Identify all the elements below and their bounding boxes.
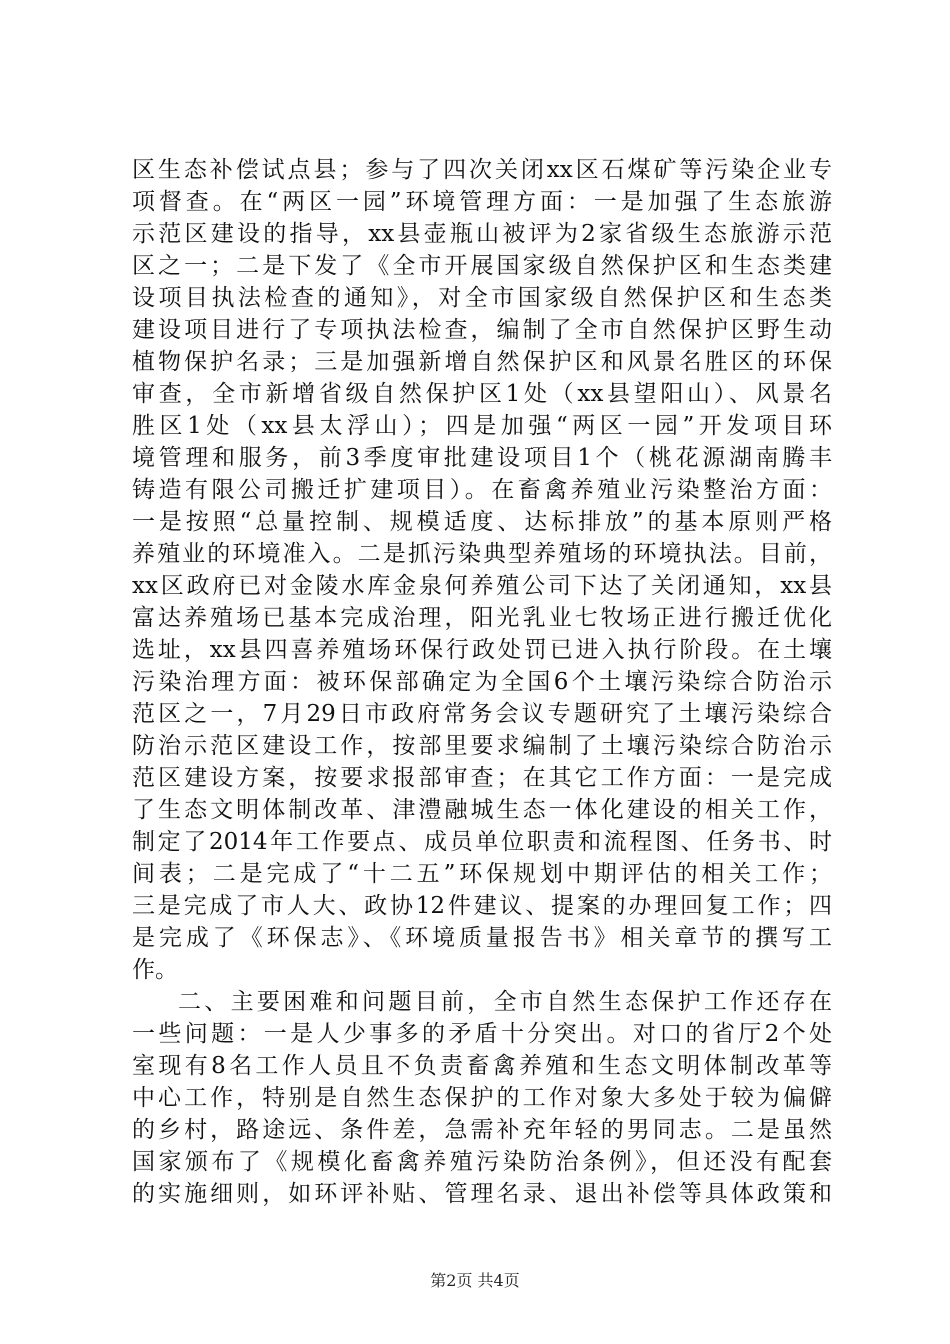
text-line: 范区建设方案，按要求报部审查；在其它工作方面：一是完成 (132, 765, 832, 791)
text-line: 选址，xx县四喜养殖场环保行政处罚已进入执行阶段。在土壤 (132, 637, 832, 663)
text-line: 项督查。在“两区一园”环境管理方面：一是加强了生态旅游 (132, 189, 832, 215)
text-line: 胜区1处（xx县太浮山）；四是加强“两区一园”开发项目环 (132, 413, 832, 439)
page-footer: 第2页 共4页 (430, 1271, 520, 1290)
text-line: 三是完成了市人大、政协12件建议、提案的办理回复工作；四 (132, 893, 832, 919)
text-line: 养殖业的环境准入。二是抓污染典型养殖场的环境执法。目前， (132, 541, 832, 567)
text-line: xx区政府已对金陵水库金泉何养殖公司下达了关闭通知，xx县 (132, 573, 832, 599)
text-line: 铸造有限公司搬迁扩建项目）。在畜禽养殖业污染整治方面： (132, 477, 832, 503)
text-line: 防治示范区建设工作，按部里要求编制了土壤污染综合防治示 (132, 733, 832, 759)
text-line: 制定了2014年工作要点、成员单位职责和流程图、任务书、时 (132, 829, 832, 855)
text-line: 作。 (132, 957, 178, 983)
text-line: 间表；二是完成了“十二五”环保规划中期评估的相关工作； (132, 861, 832, 887)
text-line: 中心工作，特别是自然生态保护的工作对象大多处于较为偏僻 (132, 1085, 832, 1111)
text-line: 区之一；二是下发了《全市开展国家级自然保护区和生态类建 (132, 253, 832, 279)
text-line: 建设项目进行了专项执法检查，编制了全市自然保护区野生动 (132, 317, 832, 343)
text-line: 区生态补偿试点县；参与了四次关闭xx区石煤矿等污染企业专 (132, 157, 832, 183)
body-text (132, 154, 832, 1210)
text-line: 示范区建设的指导，xx县壶瓶山被评为2家省级生态旅游示范 (132, 221, 832, 247)
text-line: 二、主要困难和问题目前，全市自然生态保护工作还存在 (178, 989, 832, 1015)
text-line: 国家颁布了《规模化畜禽养殖污染防治条例》，但还没有配套 (132, 1149, 832, 1175)
text-line: 是完成了《环保志》、《环境质量报告书》相关章节的撰写工 (132, 925, 832, 951)
text-line: 了生态文明体制改革、津澧融城生态一体化建设的相关工作， (132, 797, 832, 823)
text-line: 境管理和服务，前3季度审批建设项目1个（桃花源湖南腾丰 (132, 445, 832, 471)
text-line: 的实施细则，如环评补贴、管理名录、退出补偿等具体政策和 (132, 1181, 832, 1207)
text-line: 设项目执法检查的通知》，对全市国家级自然保护区和生态类 (132, 285, 832, 311)
text-line: 一些问题：一是人少事多的矛盾十分突出。对口的省厅2个处 (132, 1021, 832, 1047)
text-line: 植物保护名录；三是加强新增自然保护区和风景名胜区的环保 (132, 349, 832, 375)
text-line: 富达养殖场已基本完成治理，阳光乳业七牧场正进行搬迁优化 (132, 605, 832, 631)
text-line: 一是按照“总量控制、规模适度、达标排放”的基本原则严格 (132, 509, 832, 535)
text-line: 污染治理方面：被环保部确定为全国6个土壤污染综合防治示 (132, 669, 832, 695)
text-line: 范区之一，7月29日市政府常务会议专题研究了土壤污染综合 (132, 701, 832, 727)
text-line: 审查，全市新增省级自然保护区1处（xx县望阳山）、风景名 (132, 381, 832, 407)
text-line: 室现有8名工作人员且不负责畜禽养殖和生态文明体制改革等 (132, 1053, 832, 1079)
text-line: 的乡村，路途远、条件差，急需补充年轻的男同志。二是虽然 (132, 1117, 832, 1143)
